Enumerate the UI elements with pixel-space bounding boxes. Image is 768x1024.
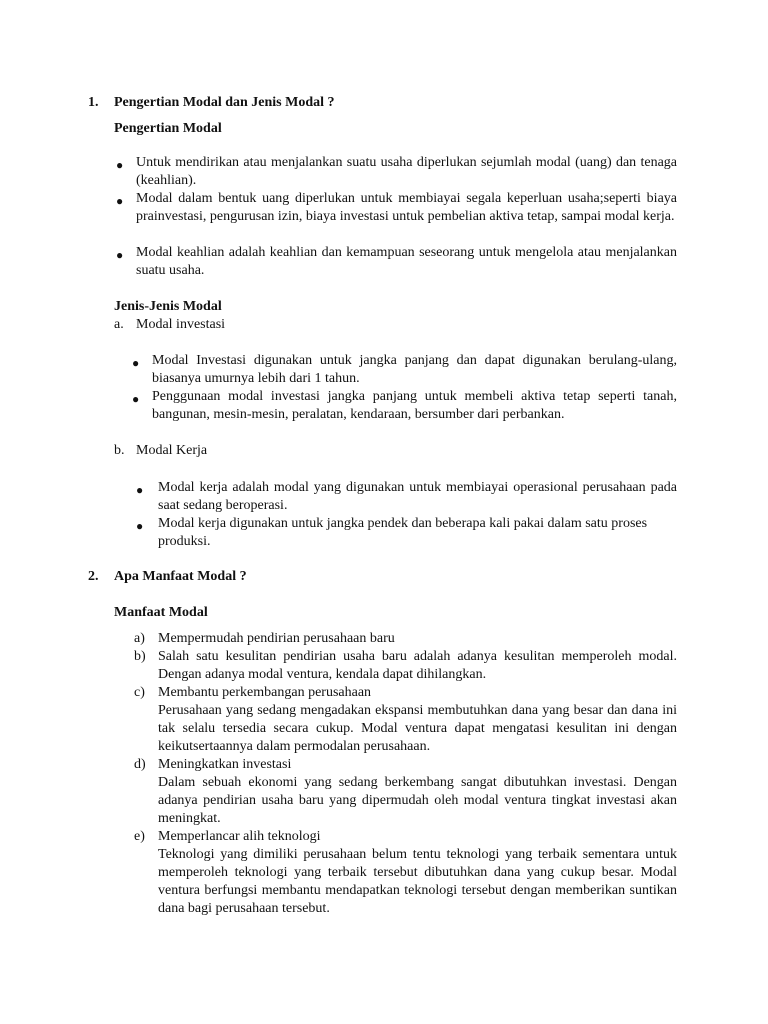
manfaat-e-title: Memperlancar alih teknologi bbox=[158, 829, 321, 844]
bullet-icon: ● bbox=[116, 158, 124, 172]
pengertian-item-1: Untuk mendirikan atau menjalankan suatu usaha diperlukan sejumlah modal (uang) dan tenaga (keahlian). bbox=[136, 155, 677, 188]
section-2-number: 2. bbox=[88, 569, 99, 584]
pengertian-item-2: Modal dalam bentuk uang diperlukan untuk membiayai segala keperluan usaha;seperti biaya prainvestasi, pengurusan izin, biaya investasi untuk pembelian aktiva tetap, sampai modal kerja. bbox=[136, 191, 677, 224]
manfaat-heading: Manfaat Modal bbox=[114, 605, 208, 620]
bullet-icon: ● bbox=[116, 248, 124, 262]
manfaat-e-marker: e) bbox=[134, 829, 145, 844]
bullet-icon: ● bbox=[132, 356, 140, 370]
jenis-b-title: Modal Kerja bbox=[136, 443, 208, 458]
jenis-heading: Jenis-Jenis Modal bbox=[114, 299, 222, 314]
manfaat-c-title: Membantu perkembangan perusahaan bbox=[158, 685, 372, 700]
jenis-a-title: Modal investasi bbox=[136, 317, 226, 332]
manfaat-c-marker: c) bbox=[134, 685, 145, 700]
section-1-title: Pengertian Modal dan Jenis Modal ? bbox=[114, 95, 335, 110]
manfaat-d-marker: d) bbox=[134, 757, 146, 772]
jenis-b-item-2: Modal kerja digunakan untuk jangka pendek dan beberapa kali pakai dalam satu proses produksi. bbox=[158, 516, 648, 549]
bullet-icon: ● bbox=[136, 483, 144, 497]
jenis-b-marker: b. bbox=[114, 443, 125, 458]
manfaat-a-title: Mempermudah pendirian perusahaan baru bbox=[158, 631, 395, 646]
section-2-title: Apa Manfaat Modal ? bbox=[114, 569, 247, 584]
manfaat-a-marker: a) bbox=[134, 631, 145, 646]
jenis-a-marker: a. bbox=[114, 317, 124, 332]
bullet-icon: ● bbox=[136, 519, 144, 533]
pengertian-heading: Pengertian Modal bbox=[114, 121, 222, 136]
bullet-icon: ● bbox=[116, 194, 124, 208]
section-1-number: 1. bbox=[88, 95, 99, 110]
manfaat-b-marker: b) bbox=[134, 649, 146, 664]
manfaat-d-title: Meningkatkan investasi bbox=[158, 757, 292, 772]
manfaat-b-text: Salah satu kesulitan pendirian usaha baru adalah adanya kesulitan memperoleh modal. Dengan adanya modal ventura, kendala dapat dihilangkan. bbox=[158, 649, 677, 682]
pengertian-item-3: Modal keahlian adalah keahlian dan kemampuan seseorang untuk mengelola atau menjalankan suatu usaha. bbox=[136, 245, 677, 278]
manfaat-c-body: Perusahaan yang sedang mengadakan ekspansi membutuhkan dana yang besar dan dana ini tak selalu tersedia secara cukup. Modal ventura dapat mengatasi kesulitan ini dengan keikutsertaannya dalam permodalan perusahaan. bbox=[158, 703, 677, 754]
bullet-icon: ● bbox=[132, 392, 140, 406]
jenis-a-item-2: Penggunaan modal investasi jangka panjang untuk membeli aktiva tetap seperti tanah, bangunan, mesin-mesin, peralatan, kendaraan, bersumber dari perbankan. bbox=[152, 389, 677, 422]
manfaat-e-body: Teknologi yang dimiliki perusahaan belum tentu teknologi yang terbaik sementara untuk memperoleh teknologi yang terbaik tersebut dibutuhkan dana yang cukup besar. Modal ventura berfungsi membantu mendapatkan teknologi tersebut dengan memberikan suntikan dana bagi perusahaan tersebut. bbox=[158, 847, 677, 916]
jenis-b-item-1: Modal kerja adalah modal yang digunakan untuk membiayai operasional perusahaan pada saat sedang beroperasi. bbox=[158, 480, 677, 513]
manfaat-d-body: Dalam sebuah ekonomi yang sedang berkembang sangat dibutuhkan investasi. Dengan adanya pendirian usaha baru yang dipermudah oleh modal ventura tingkat investasi akan meningkat. bbox=[158, 775, 677, 826]
jenis-a-item-1: Modal Investasi digunakan untuk jangka panjang dan dapat digunakan berulang-ulang, biasanya umurnya lebih dari 1 tahun. bbox=[152, 353, 677, 386]
